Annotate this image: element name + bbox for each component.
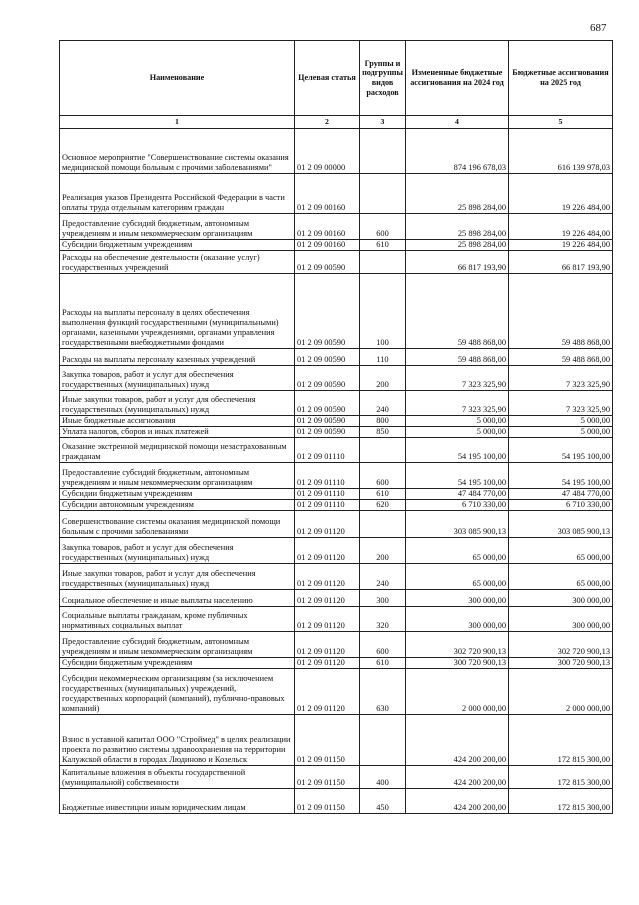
row-name: Иные бюджетные ассигнования <box>60 415 295 426</box>
row-expense-group: 600 <box>360 462 406 488</box>
table-row <box>60 563 613 589</box>
row-amount-2024: 25 898 284,00 <box>406 214 509 240</box>
header-code: Целевая статья <box>295 41 360 116</box>
table-row <box>60 657 613 668</box>
row-target-code: 01 2 09 01120 <box>295 563 360 589</box>
row-amount-2024: 300 720 900,13 <box>406 657 509 668</box>
row-name: Предоставление субсидий бюджетным, автономным учреждениям и иным некоммерческим организациям <box>60 462 295 488</box>
row-amount-2025: 19 226 484,00 <box>509 174 613 214</box>
row-target-code: 01 2 09 00160 <box>295 214 360 240</box>
row-expense-group <box>360 129 406 174</box>
row-amount-2025: 47 484 770,00 <box>509 488 613 499</box>
row-target-code: 01 2 09 00590 <box>295 415 360 426</box>
row-expense-group <box>360 437 406 462</box>
row-amount-2024: 25 898 284,00 <box>406 174 509 214</box>
row-amount-2024: 65 000,00 <box>406 563 509 589</box>
row-amount-2024: 65 000,00 <box>406 537 509 563</box>
row-amount-2024: 302 720 900,13 <box>406 631 509 657</box>
row-target-code: 01 2 09 00160 <box>295 240 360 251</box>
row-name: Субсидии некоммерческим организациям (за исключением государственных (муниципальных) учреждений, государственных корпораций (компаний), публично-правовых компаний) <box>60 668 295 714</box>
row-amount-2025: 7 323 325,90 <box>509 390 613 415</box>
row-target-code: 01 2 09 00160 <box>295 174 360 214</box>
row-amount-2024: 2 000 000,00 <box>406 668 509 714</box>
row-target-code: 01 2 09 01150 <box>295 714 360 765</box>
row-name: Расходы на обеспечение деятельности (оказание услуг) государственных учреждений <box>60 250 295 273</box>
row-amount-2024: 5 000,00 <box>406 426 509 437</box>
row-amount-2024: 7 323 325,90 <box>406 365 509 390</box>
row-expense-group <box>360 250 406 273</box>
table-row <box>60 390 613 415</box>
row-target-code: 01 2 09 01120 <box>295 668 360 714</box>
table-row <box>60 606 613 631</box>
row-amount-2024: 424 200 200,00 <box>406 788 509 813</box>
row-target-code: 01 2 09 01110 <box>295 462 360 488</box>
row-expense-group: 620 <box>360 499 406 510</box>
row-name: Оказание экстренной медицинской помощи незастрахованным гражданам <box>60 437 295 462</box>
row-name: Уплата налогов, сборов и иных платежей <box>60 426 295 437</box>
row-name: Иные закупки товаров, работ и услуг для обеспечения государственных (муниципальных) нужд <box>60 563 295 589</box>
header-group: Группы и подгруппы видов расходов <box>360 41 406 116</box>
table-row <box>60 488 613 499</box>
row-expense-group: 240 <box>360 390 406 415</box>
header-row <box>60 41 613 116</box>
column-number-row <box>60 116 613 129</box>
row-amount-2024: 300 000,00 <box>406 589 509 606</box>
table-row <box>60 788 613 813</box>
row-name: Предоставление субсидий бюджетным, автономным учреждениям и иным некоммерческим организациям <box>60 214 295 240</box>
table-row <box>60 437 613 462</box>
row-target-code: 01 2 09 01110 <box>295 499 360 510</box>
row-expense-group <box>360 174 406 214</box>
row-amount-2025: 54 195 100,00 <box>509 462 613 488</box>
row-expense-group: 630 <box>360 668 406 714</box>
row-amount-2025: 616 139 978,03 <box>509 129 613 174</box>
row-name: Субсидии бюджетным учреждениям <box>60 657 295 668</box>
row-name: Субсидии бюджетным учреждениям <box>60 488 295 499</box>
row-target-code: 01 2 09 01110 <box>295 488 360 499</box>
header-name: Наименование <box>60 41 295 116</box>
row-amount-2024: 54 195 100,00 <box>406 462 509 488</box>
row-expense-group: 800 <box>360 415 406 426</box>
row-expense-group: 610 <box>360 240 406 251</box>
table-row <box>60 214 613 240</box>
table-row <box>60 415 613 426</box>
table-row <box>60 499 613 510</box>
row-amount-2024: 59 488 868,00 <box>406 348 509 365</box>
table-row <box>60 510 613 537</box>
table-row <box>60 765 613 788</box>
row-name: Основное мероприятие "Совершенствование системы оказания медицинской помощи больным с прочими заболеваниями" <box>60 129 295 174</box>
table-row <box>60 714 613 765</box>
row-amount-2025: 172 815 300,00 <box>509 765 613 788</box>
row-name: Расходы на выплаты персоналу казенных учреждений <box>60 348 295 365</box>
table-row <box>60 668 613 714</box>
row-amount-2025: 300 000,00 <box>509 606 613 631</box>
row-target-code: 01 2 09 01150 <box>295 788 360 813</box>
row-target-code: 01 2 09 01110 <box>295 437 360 462</box>
row-target-code: 01 2 09 01120 <box>295 631 360 657</box>
row-expense-group: 600 <box>360 631 406 657</box>
table-row <box>60 129 613 174</box>
row-amount-2024: 300 000,00 <box>406 606 509 631</box>
row-expense-group: 610 <box>360 488 406 499</box>
table-row <box>60 348 613 365</box>
row-expense-group: 100 <box>360 273 406 348</box>
row-amount-2025: 303 085 900,13 <box>509 510 613 537</box>
row-target-code: 01 2 09 01120 <box>295 606 360 631</box>
row-target-code: 01 2 09 01120 <box>295 589 360 606</box>
row-amount-2025: 7 323 325,90 <box>509 365 613 390</box>
row-amount-2024: 25 898 284,00 <box>406 240 509 251</box>
row-amount-2025: 6 710 330,00 <box>509 499 613 510</box>
row-name: Бюджетные инвестиции иным юридическим лицам <box>60 788 295 813</box>
row-target-code: 01 2 09 01120 <box>295 657 360 668</box>
page-number: 687 <box>590 22 607 34</box>
table-row <box>60 589 613 606</box>
row-target-code: 01 2 09 00590 <box>295 273 360 348</box>
row-amount-2024: 7 323 325,90 <box>406 390 509 415</box>
table-row <box>60 240 613 251</box>
table-row <box>60 365 613 390</box>
row-amount-2025: 59 488 868,00 <box>509 273 613 348</box>
row-name: Реализация указов Президента Российской Федерации в части оплаты труда отдельным категориям граждан <box>60 174 295 214</box>
row-expense-group: 200 <box>360 537 406 563</box>
row-amount-2025: 59 488 868,00 <box>509 348 613 365</box>
row-name: Капитальные вложения в объекты государственной (муниципальной) собственности <box>60 765 295 788</box>
row-expense-group: 850 <box>360 426 406 437</box>
row-amount-2025: 300 000,00 <box>509 589 613 606</box>
row-name: Социальное обеспечение и иные выплаты населению <box>60 589 295 606</box>
row-amount-2024: 54 195 100,00 <box>406 437 509 462</box>
table-body <box>60 129 613 814</box>
row-expense-group: 110 <box>360 348 406 365</box>
table-row <box>60 537 613 563</box>
row-expense-group: 240 <box>360 563 406 589</box>
column-number: 2 <box>295 116 360 129</box>
header-amount-2025: Бюджетные ассигнования на 2025 год <box>509 41 613 116</box>
row-expense-group <box>360 714 406 765</box>
row-amount-2025: 66 817 193,90 <box>509 250 613 273</box>
row-amount-2025: 19 226 484,00 <box>509 214 613 240</box>
row-amount-2024: 6 710 330,00 <box>406 499 509 510</box>
row-expense-group: 400 <box>360 765 406 788</box>
row-name: Взнос в уставной капитал ООО "Строймед" в целях реализации проекта по развитию системы здравоохранения на территории Калужской области в городах Людиново и Козельск <box>60 714 295 765</box>
column-number: 5 <box>509 116 613 129</box>
row-expense-group: 200 <box>360 365 406 390</box>
row-amount-2025: 172 815 300,00 <box>509 714 613 765</box>
row-amount-2025: 5 000,00 <box>509 426 613 437</box>
row-target-code: 01 2 09 00590 <box>295 426 360 437</box>
row-name: Субсидии автономным учреждениям <box>60 499 295 510</box>
column-number: 4 <box>406 116 509 129</box>
row-target-code: 01 2 09 00590 <box>295 390 360 415</box>
row-name: Закупка товаров, работ и услуг для обеспечения государственных (муниципальных) нужд <box>60 537 295 563</box>
row-amount-2025: 2 000 000,00 <box>509 668 613 714</box>
table-row <box>60 631 613 657</box>
table-row <box>60 273 613 348</box>
row-amount-2025: 65 000,00 <box>509 537 613 563</box>
table-row <box>60 426 613 437</box>
row-expense-group: 300 <box>360 589 406 606</box>
row-amount-2024: 303 085 900,13 <box>406 510 509 537</box>
row-amount-2025: 172 815 300,00 <box>509 788 613 813</box>
row-name: Социальные выплаты гражданам, кроме публичных нормативных социальных выплат <box>60 606 295 631</box>
row-amount-2024: 59 488 868,00 <box>406 273 509 348</box>
row-amount-2024: 874 196 678,03 <box>406 129 509 174</box>
row-target-code: 01 2 09 00590 <box>295 348 360 365</box>
table-row <box>60 250 613 273</box>
row-name: Предоставление субсидий бюджетным, автономным учреждениям и иным некоммерческим организациям <box>60 631 295 657</box>
row-amount-2024: 424 200 200,00 <box>406 714 509 765</box>
row-expense-group: 610 <box>360 657 406 668</box>
table-row <box>60 462 613 488</box>
row-amount-2025: 65 000,00 <box>509 563 613 589</box>
row-target-code: 01 2 09 00590 <box>295 365 360 390</box>
row-amount-2025: 300 720 900,13 <box>509 657 613 668</box>
row-target-code: 01 2 09 01120 <box>295 510 360 537</box>
row-amount-2024: 424 200 200,00 <box>406 765 509 788</box>
row-name: Расходы на выплаты персоналу в целях обеспечения выполнения функций государственными (муниципальными) органами, казенными учреждениями, органами управления государственными внебюджетными фондами <box>60 273 295 348</box>
column-number: 3 <box>360 116 406 129</box>
row-name: Иные закупки товаров, работ и услуг для обеспечения государственных (муниципальных) нужд <box>60 390 295 415</box>
row-expense-group: 450 <box>360 788 406 813</box>
row-amount-2024: 66 817 193,90 <box>406 250 509 273</box>
row-expense-group: 600 <box>360 214 406 240</box>
header-amount-2024: Измененные бюджетные ассигнования на 2024 год <box>406 41 509 116</box>
row-amount-2024: 5 000,00 <box>406 415 509 426</box>
budget-table <box>59 40 613 814</box>
row-amount-2025: 19 226 484,00 <box>509 240 613 251</box>
row-target-code: 01 2 09 00590 <box>295 250 360 273</box>
row-target-code: 01 2 09 01150 <box>295 765 360 788</box>
row-target-code: 01 2 09 01120 <box>295 537 360 563</box>
table-row <box>60 174 613 214</box>
row-name: Субсидии бюджетным учреждениям <box>60 240 295 251</box>
row-target-code: 01 2 09 00000 <box>295 129 360 174</box>
row-amount-2025: 5 000,00 <box>509 415 613 426</box>
row-expense-group: 320 <box>360 606 406 631</box>
row-amount-2025: 54 195 100,00 <box>509 437 613 462</box>
row-name: Совершенствование системы оказания медицинской помощи больным с прочими заболеваниями <box>60 510 295 537</box>
row-amount-2024: 47 484 770,00 <box>406 488 509 499</box>
row-amount-2025: 302 720 900,13 <box>509 631 613 657</box>
row-name: Закупка товаров, работ и услуг для обеспечения государственных (муниципальных) нужд <box>60 365 295 390</box>
column-number: 1 <box>60 116 295 129</box>
row-expense-group <box>360 510 406 537</box>
